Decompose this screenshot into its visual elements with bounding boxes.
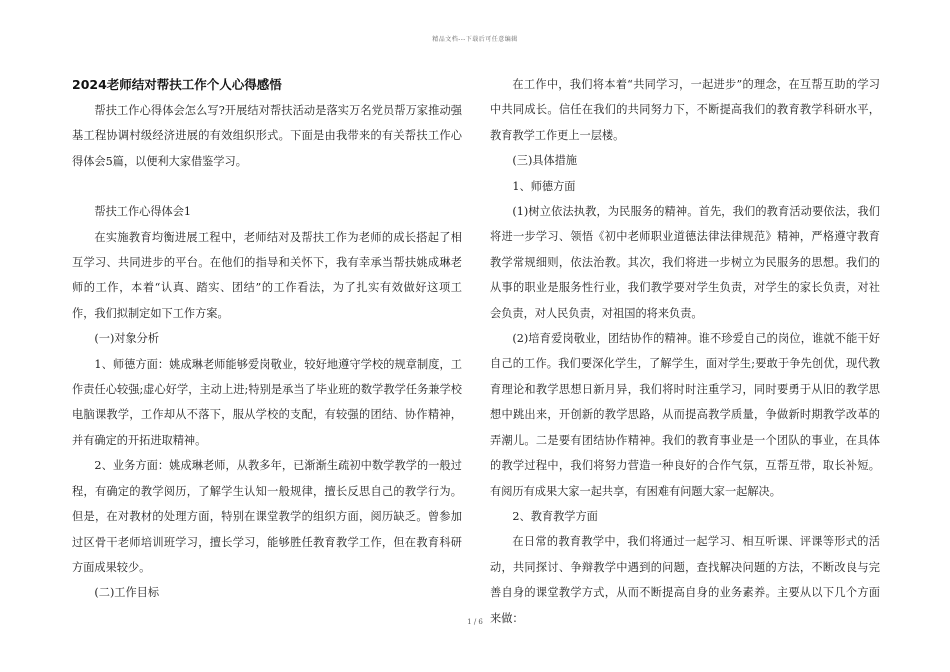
paragraph: (1)树立依法执教，为民服务的精神。首先，我们的教育活动要依法，我们将进一步学习、领悟《初中老师职业道德法律法律规范》精神，严格遵守教育教学常规细则，依法治教。其次，我们将进一步树立为民服务的思想。我们的从事的职业是服务性行业，我们教学要对学生负责，对学生的家长负责，对社会负责，对人民负责，对祖国的将来负责。 [490,205,880,320]
paragraph-gap [72,174,462,199]
page-header-note: 精品文档---下载后可任意编辑 [432,36,518,43]
paragraph: 在工作中，我们将本着“共同学习，一起进步”的理念，在互帮互助的学习中共同成长。信任在我们的共同努力下，不断提高我们的教育教学科研水平，教育教学工作更上一层楼。 [490,78,880,142]
section-heading: 1、师德方面 [512,179,576,193]
right-column [490,72,880,631]
paragraph: 帮扶工作心得体会怎么写?开展结对帮扶活动是落实万名党员帮万家推动强基工程协调村级经济进展的有效组织形式。下面是由我带来的有关帮扶工作心得体会5篇，以便利大家借鉴学习。 [72,104,462,168]
paragraph: 1、师德方面：姚成琳老师能够爱岗敬业，较好地遵守学校的规章制度，工作责任心较强;虚心好学，主动上进;特别是承当了毕业班的数学教学任务兼学校电脑课教学，工作却从不落下，服从学校的支配，有较强的团结、协作精神，并有确定的开拓进取精神。 [72,357,462,447]
paragraph: (2)培育爱岗敬业，团结协作的精神。谁不珍爱自己的岗位，谁就不能干好自己的工作。我们要深化学生，了解学生，面对学生;要敢于争先创优，现代教育理论和教学思想日新月异，我们将时时注重学习，同时要勇于从旧的教学思想中跳出来，开创新的教学思路，从而提高教学质量，争做新时期教学改革的弄潮儿。二是要有团结协作精神。我们的教育事业是一个团队的事业，在具体的教学过程中，我们将努力营造一种良好的合作气氛，互帮互带，取长补短。有阅历有成果大家一起共享，有困难有问题大家一起解决。 [490,332,880,498]
section-heading: 帮扶工作心得体会1 [94,205,192,219]
left-column [72,72,462,606]
section-heading: (一)对象分析 [94,332,160,346]
section-heading: (二)工作目标 [94,586,160,600]
page-number: 1 / 6 [467,618,483,626]
paragraph: 2、业务方面：姚成琳老师，从教多年，已渐渐生疏初中数学教学的一般过程，有确定的教学阅历，了解学生认知一般规律，擅长反思自己的教学行为。但是，在对教材的处理方面，特别在课堂教学的组织方面，阅历缺乏。曾参加过区骨干老师培训班学习，擅长学习，能够胜任教育教学工作，但在教育科研方面成果较少。 [72,459,462,574]
document-title: 2024老师结对帮扶工作个人心得感悟 [72,77,282,92]
section-heading: (三)具体措施 [512,154,578,168]
paragraph: 在日常的教育教学中，我们将通过一起学习、相互听课、评课等形式的活动，共同探讨、争辩教学中遇到的问题，查找解决问题的方法，不断改良与完善自身的课堂教学方式，从而不断提高自身的业务素养。主要从以下几个方面来做： [490,535,880,625]
paragraph: 在实施教育均衡进展工程中，老师结对及帮扶工作为老师的成长搭起了相互学习、共同进步的平台。在他们的指导和关怀下，我有幸承当帮扶姚成琳老师的工作，本着“认真、踏实、团结”的工作看法，为了扎实有效做好这项工作，我们拟制定如下工作方案。 [72,230,462,320]
section-heading: 2、教育教学方面 [512,509,598,523]
